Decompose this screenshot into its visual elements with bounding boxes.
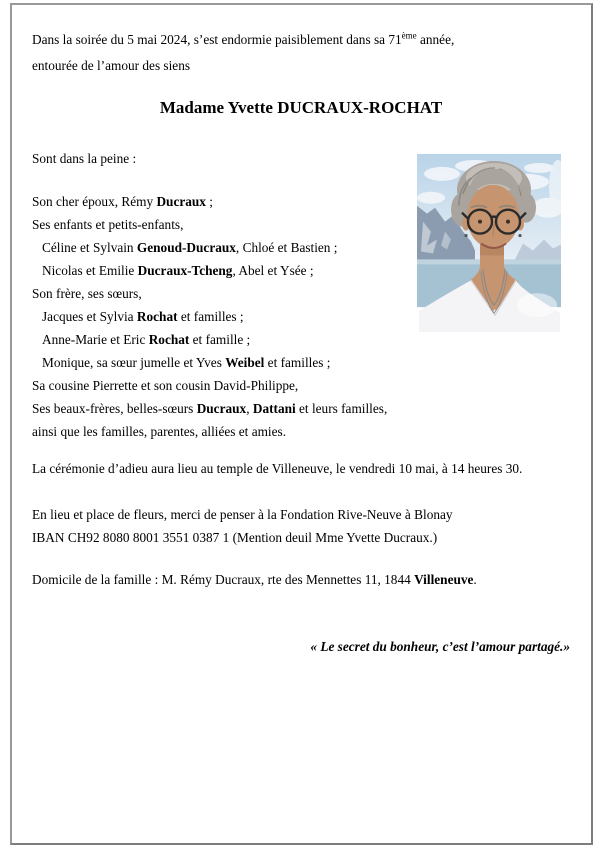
donation-line-iban: IBAN CH92 8080 8001 3551 0387 1 (Mention deuil Mme Yvette Ducraux.) bbox=[32, 530, 438, 545]
family-residence: Domicile de la famille : M. Rémy Ducraux, rte des Mennettes 11, 1844 Villeneuve. bbox=[32, 572, 477, 587]
portrait-photo bbox=[417, 154, 561, 332]
memorial-quote: « Le secret du bonheur, c’est l’amour partagé.» bbox=[310, 639, 570, 654]
donation-info bbox=[32, 503, 570, 549]
deceased-name: Madame Yvette DUCRAUX-ROCHAT bbox=[159, 98, 443, 117]
mourning-header: Sont dans la peine : bbox=[32, 151, 137, 166]
family-line: Son cher époux, Rémy Ducraux ; bbox=[32, 194, 213, 209]
family-line: Nicolas et Emilie Ducraux-Tcheng, Abel et Ysée ; bbox=[42, 263, 314, 278]
intro-line: entourée de l’amour des siens bbox=[32, 58, 191, 73]
donation-line: En lieu et place de fleurs, merci de penser à la Fondation Rive-Neuve à Blonay bbox=[32, 507, 453, 522]
family-line: Ses enfants et petits-enfants, bbox=[32, 217, 184, 232]
intro-paragraph bbox=[32, 27, 570, 79]
family-line: Anne-Marie et Eric Rochat et famille ; bbox=[42, 332, 251, 347]
ceremony-info: La cérémonie d’adieu aura lieu au temple de Villeneuve, le vendredi 10 mai, à 14 heures 30. bbox=[32, 461, 523, 476]
family-line: Son frère, ses sœurs, bbox=[32, 286, 142, 301]
family-line: ainsi que les familles, parentes, alliées et amies. bbox=[32, 424, 287, 439]
portrait-photo-drawing bbox=[417, 154, 561, 332]
family-line: Ses beaux-frères, belles-sœurs Ducraux, Dattani et leurs familles, bbox=[32, 401, 388, 416]
family-line: Jacques et Sylvia Rochat et familles ; bbox=[42, 309, 244, 324]
family-line: Monique, sa sœur jumelle et Yves Weibel et familles ; bbox=[42, 355, 331, 370]
family-line: Céline et Sylvain Genoud-Ducraux, Chloé et Bastien ; bbox=[42, 240, 338, 255]
intro-line: Dans la soirée du 5 mai 2024, s’est endormie paisiblement dans sa 71ème année, bbox=[32, 30, 455, 47]
family-line: Sa cousine Pierrette et son cousin David-Philippe, bbox=[32, 378, 299, 393]
